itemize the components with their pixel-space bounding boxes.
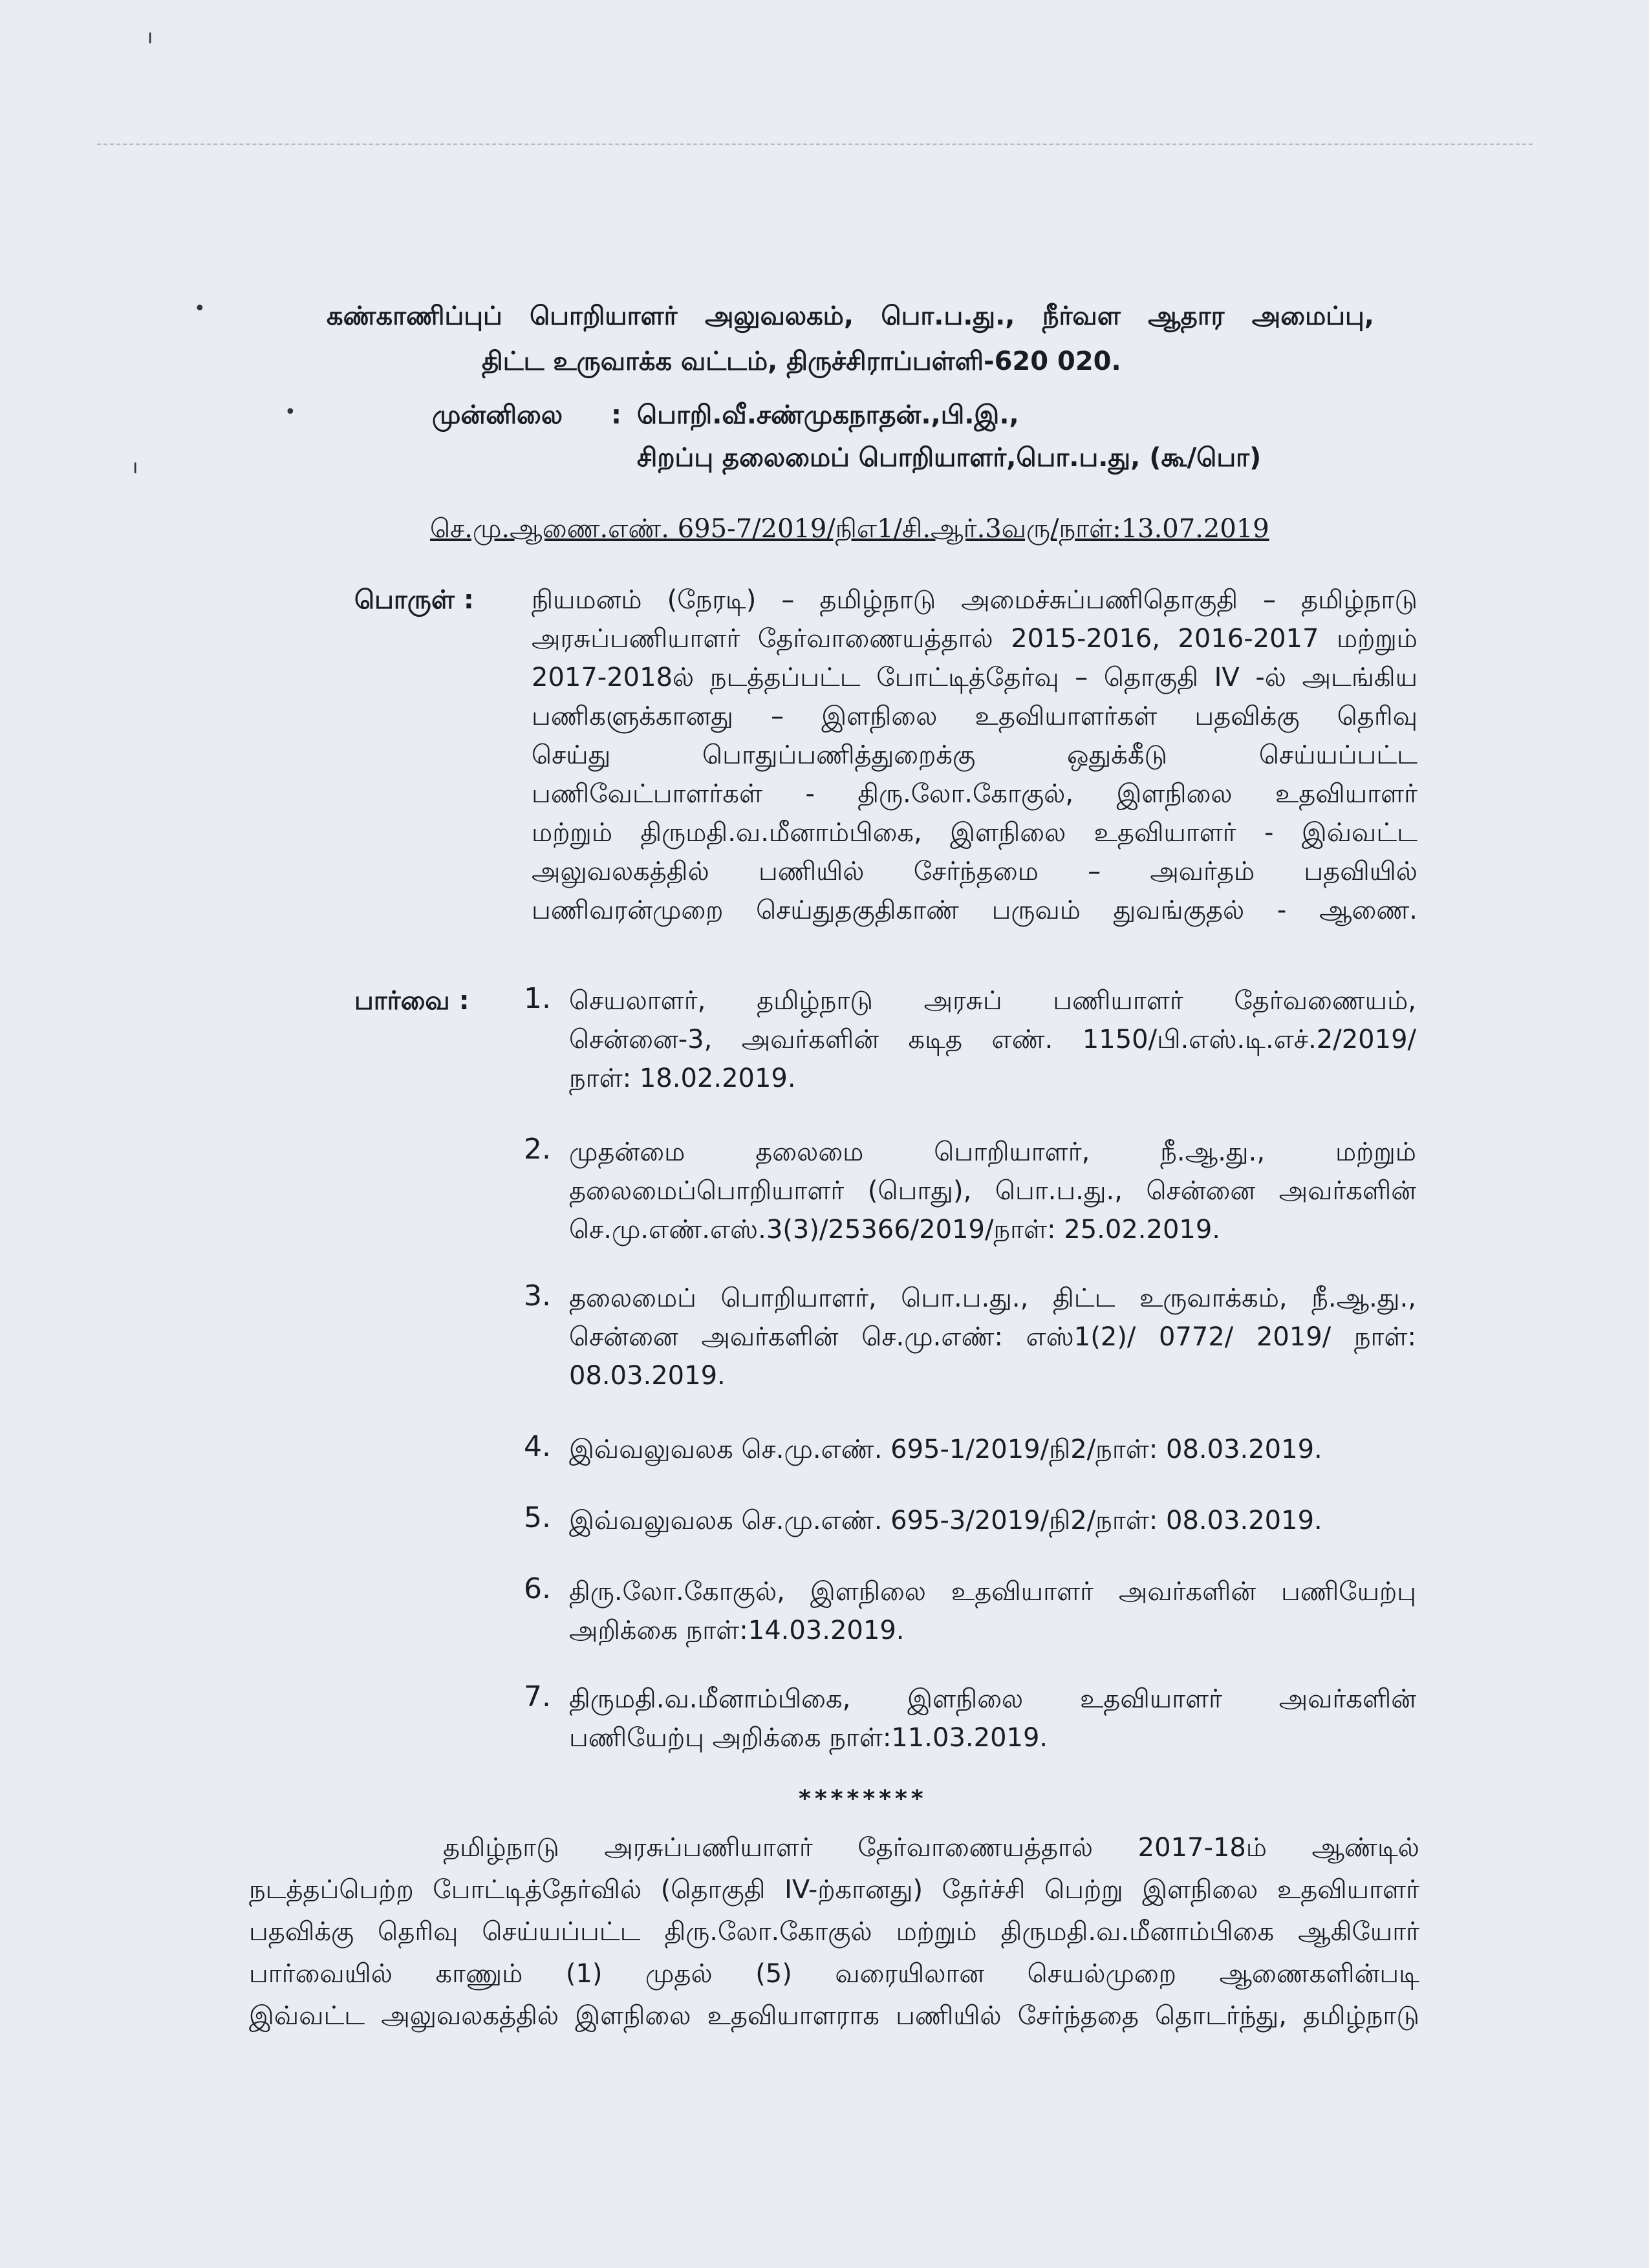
subject-line: பணிவரன்முறை செய்துதகுதிகாண் பருவம் துவங்குதல் - ஆணை. bbox=[532, 895, 1417, 925]
presence-colon: : bbox=[611, 400, 621, 430]
reference-line: முதன்மை தலைமை பொறியாளர், நீ.ஆ.து., மற்றும் bbox=[569, 1137, 1416, 1167]
body-line: பார்வையில் காணும் (1) முதல் (5) வரையிலான செயல்முறை ஆணைகளின்படி bbox=[249, 1959, 1419, 1989]
subject-line: 2017-2018ல் நடத்தப்பட்ட போட்டித்தேர்வு – தொகுதி IV -ல் அடங்கிய bbox=[532, 663, 1417, 692]
reference-number: 1. bbox=[524, 982, 551, 1015]
reference-line: சென்னை அவர்களின் செ.மு.எண்: எஸ்1(2)/ 0772/ 2019/ நாள்: bbox=[569, 1322, 1416, 1352]
scan-speck: ı bbox=[147, 26, 153, 48]
subject-line: நியமனம் (நேரடி) – தமிழ்நாடு அமைச்சுப்பணிதொகுதி – தமிழ்நாடு bbox=[532, 585, 1417, 615]
reference-line: திருமதி.வ.மீனாம்பிகை, இளநிலை உதவியாளர் அவர்களின் bbox=[569, 1684, 1416, 1714]
reference-line: அறிக்கை நாள்:14.03.2019. bbox=[569, 1616, 905, 1645]
reference-line: தலைமைப் பொறியாளர், பொ.ப.து., திட்ட உருவாக்கம், நீ.ஆ.து., bbox=[569, 1283, 1416, 1313]
reference-number: 5. bbox=[524, 1501, 551, 1534]
subject-line: அரசுப்பணியாளர் தேர்வாணையத்தால் 2015-2016, 2016-2017 மற்றும் bbox=[532, 624, 1417, 654]
body-line: இவ்வட்ட அலுவலகத்தில் இளநிலை உதவியாளராக பணியில் சேர்ந்ததை தொடர்ந்து, தமிழ்நாடு bbox=[249, 2001, 1419, 2031]
reference-line: சென்னை-3, அவர்களின் கடித எண். 1150/பி.எஸ்.டி.எச்.2/2019/ bbox=[569, 1025, 1416, 1054]
reference-line: தலைமைப்பொறியாளர் (பொது), பொ.ப.து., சென்னை அவர்களின் bbox=[569, 1176, 1416, 1206]
proceedings-number: செ.மு.ஆணை.எண். 695-7/2019/நிஎ1/சி.ஆர்.3வரு/நாள்:13.07.2019 bbox=[430, 514, 1269, 544]
scan-speck: • bbox=[194, 297, 206, 320]
reference-line: பணியேற்பு அறிக்கை நாள்:11.03.2019. bbox=[569, 1723, 1048, 1753]
office-name-line2: திட்ட உருவாக்க வட்டம், திருச்சிராப்பள்ளி-620 020. bbox=[482, 347, 1121, 376]
subject-line: பணிகளுக்கானது – இளநிலை உதவியாளர்கள் பதவிக்கு தெரிவு bbox=[532, 701, 1417, 731]
presence-designation: சிறப்பு தலைமைப் பொறியாளர்,பொ.ப.து, (கூ/பொ) bbox=[637, 443, 1262, 473]
references-label: பார்வை : bbox=[354, 986, 469, 1016]
reference-line: செயலாளர், தமிழ்நாடு அரசுப் பணியாளர் தேர்வணையம், bbox=[569, 986, 1416, 1016]
reference-number: 7. bbox=[524, 1680, 551, 1713]
body-line: நடத்தப்பெற்ற போட்டித்தேர்வில் (தொகுதி IV-ற்கானது) தேர்ச்சி பெற்று இளநிலை உதவியாளர் bbox=[249, 1875, 1419, 1905]
subject-line: அலுவலகத்தில் பணியில் சேர்ந்தமை – அவர்தம் பதவியில் bbox=[532, 857, 1417, 886]
subject-label: பொருள் : bbox=[354, 585, 474, 615]
reference-number: 3. bbox=[524, 1279, 551, 1312]
reference-line: இவ்வலுவலக செ.மு.எண். 695-1/2019/நி2/நாள்: 08.03.2019. bbox=[569, 1435, 1322, 1464]
reference-line: செ.மு.எண்.எஸ்.3(3)/25366/2019/நாள்: 25.02.2019. bbox=[569, 1215, 1221, 1245]
section-separator: ******** bbox=[799, 1786, 927, 1812]
subject-line: பணிவேட்பாளர்கள் - திரு.லோ.கோகுல், இளநிலை உதவியாளர் bbox=[532, 779, 1417, 809]
subject-line: மற்றும் திருமதி.வ.மீனாம்பிகை, இளநிலை உதவியாளர் - இவ்வட்ட bbox=[532, 818, 1417, 848]
body-line: பதவிக்கு தெரிவு செய்யப்பட்ட திரு.லோ.கோகுல் மற்றும் திருமதி.வ.மீனாம்பிகை ஆகியோர் bbox=[249, 1917, 1419, 1947]
scan-speck: • bbox=[285, 401, 296, 423]
header-rule bbox=[97, 144, 1533, 145]
presence-label: முன்னிலை bbox=[432, 400, 563, 430]
subject-line: செய்து பொதுப்பணித்துறைக்கு ஒதுக்கீடு செய்யப்பட்ட bbox=[532, 740, 1417, 770]
reference-number: 4. bbox=[524, 1430, 551, 1463]
presence-name: பொறி.வீ.சண்முகநாதன்.,பி.இ., bbox=[637, 400, 1019, 430]
reference-line: திரு.லோ.கோகுல், இளநிலை உதவியாளர் அவர்களின் பணியேற்பு bbox=[569, 1577, 1416, 1607]
body-line: தமிழ்நாடு அரசுப்பணியாளர் தேர்வாணையத்தால் 2017-18ம் ஆண்டில் bbox=[443, 1833, 1419, 1863]
reference-line: 08.03.2019. bbox=[569, 1361, 726, 1391]
office-name-line1: கண்காணிப்புப் பொறியாளர் அலுவலகம், பொ.ப.து., நீர்வள ஆதார அமைப்பு, bbox=[327, 301, 1374, 331]
reference-number: 6. bbox=[524, 1572, 551, 1605]
scan-speck: ı bbox=[133, 456, 138, 478]
reference-number: 2. bbox=[524, 1133, 551, 1166]
reference-line: இவ்வலுவலக செ.மு.எண். 695-3/2019/நி2/நாள்: 08.03.2019. bbox=[569, 1506, 1322, 1535]
reference-line: நாள்: 18.02.2019. bbox=[569, 1064, 796, 1093]
